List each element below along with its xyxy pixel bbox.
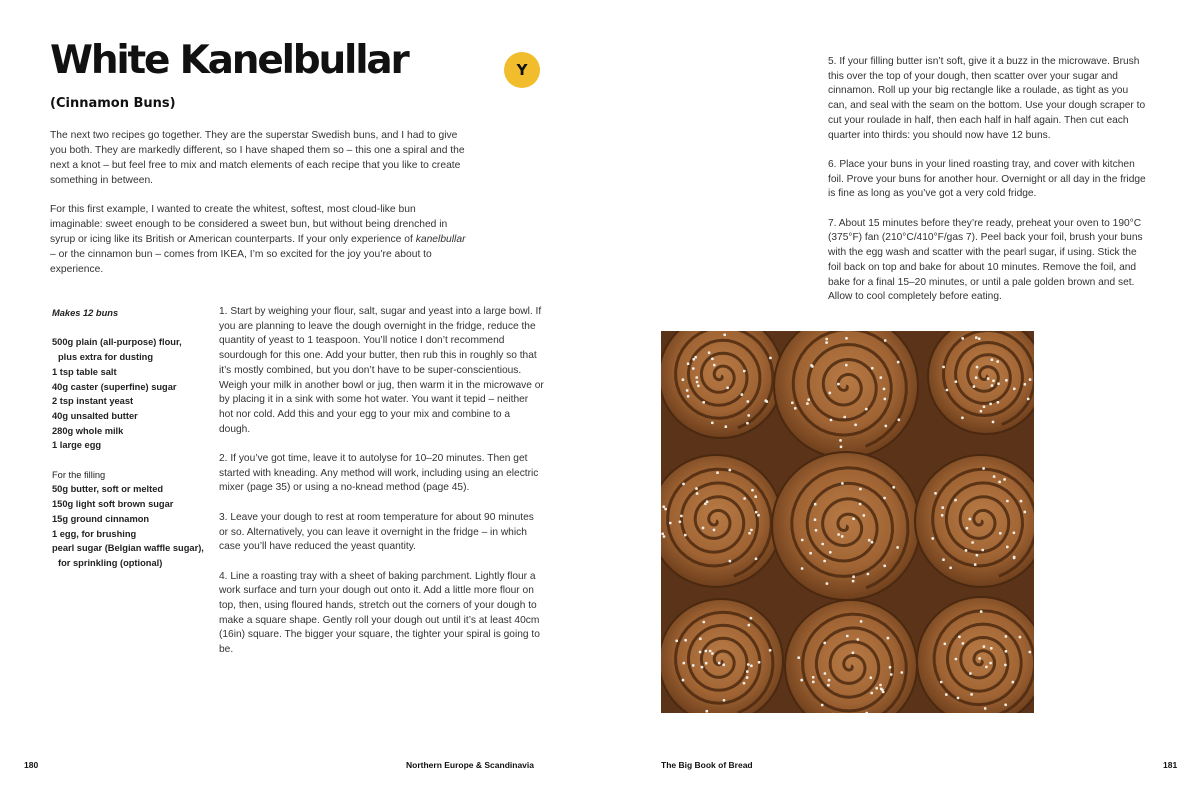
method-steps-right	[828, 55, 1150, 320]
filling-item: 1 egg, for brushing	[52, 528, 137, 539]
page-number-right: 181	[1163, 760, 1178, 770]
method-step: 3. Leave your dough to rest at room temperature for about 90 minutes or so. Alternatively, you can leave it overnight in the fridge – in which case you’ll have reduced the yeast quantity.	[219, 511, 534, 553]
ingredient-item: plus extra for dusting	[58, 352, 154, 363]
ingredient-item: 500g plain (all-purpose) flour,	[52, 337, 182, 348]
ingredient-item: 1 large egg	[52, 440, 102, 451]
ingredient-item: 40g unsalted butter	[52, 410, 138, 421]
filling-item: 150g light soft brown sugar	[52, 499, 174, 510]
recipe-subtitle: (Cinnamon Buns)	[50, 96, 176, 111]
intro-paragraph-2	[50, 202, 470, 277]
recipe-title: White Kanelbullar	[50, 38, 408, 83]
intro-text-before: For this first example, I wanted to create the whitest, softest, most cloud-like bun imaginable: sweet enough to be considered a sweet bun, but without being drenched in syrup or icing like its British or American counterparts. If your only experience of	[50, 204, 448, 245]
filling-item: for sprinkling (optional)	[58, 557, 163, 568]
filling-item: pearl sugar (Belgian waffle sugar),	[52, 543, 204, 554]
method-step: 2. If you’ve got time, leave it to autolyse for 10–20 minutes. Then get started with kneading. Any method will work, including using an electric mixer (page 35) or using a no-knead method (page 45).	[219, 453, 539, 494]
cinnamon-buns-illustration	[661, 331, 1034, 713]
book-title: The Big Book of Bread	[661, 760, 753, 770]
intro-text-after: – or the cinnamon bun – comes from IKEA, I’m so excited for the joy you’re about to experience.	[50, 249, 432, 275]
method-step: 7. About 15 minutes before they’re ready, preheat your oven to 190°C (375°F) fan (210°C/410°F/gas 7). Peel back your foil, brush your buns with the egg wash and scatter with the pearl sugar, if using. Stick the foil back on top and bake for about 10 minutes. Remove the foil, and bake for a final 15–20 minutes, or until a pale golden brown and set. Allow to cool completely before eating.	[828, 217, 1143, 303]
method-steps-left	[219, 305, 544, 673]
method-step: 1. Start by weighing your flour, salt, sugar and yeast into a large bowl. If you are planning to leave the dough overnight in the fridge, reduce the quantity of yeast to 1 teaspoon. You’ll notice I don’t recommend sourdough for this one. Add your butter, then rub this in roughly so that it’s mostly combined, but you don’t have to be super-conscientious. Weigh your milk in another bowl or jug, then warm it in the microwave or by placing it in a sink with some hot water. You want it tepid – neither hot nor cold. Add this and your egg to your mix and combine to a dough.	[219, 306, 544, 435]
ingredient-item: 280g whole milk	[52, 425, 124, 436]
category-badge: Y	[504, 52, 540, 88]
filling-item: 50g butter, soft or melted	[52, 484, 164, 495]
intro-italic-term: kanelbullar	[415, 234, 466, 245]
ingredient-item: 40g caster (superfine) sugar	[52, 381, 177, 392]
method-step: 5. If your filling butter isn’t soft, give it a buzz in the microwave. Brush this over the top of your dough, then scatter over your sugar and cinnamon. Roll up your big rectangle like a roulade, as tight as you can, and seal with the seam on the bottom. Use your dough scraper to cut your roulade in half, then each half in half again. Then cut each quarter into thirds: you should now have 12 buns.	[828, 56, 1146, 141]
page-number-left: 180	[24, 760, 39, 770]
filling-item: 15g ground cinnamon	[52, 513, 150, 524]
ingredient-item: 2 tsp instant yeast	[52, 396, 134, 407]
method-step: 6. Place your buns in your lined roasting tray, and cover with kitchen foil. Prove your buns for another hour. Overnight or all day in the fridge is fine as long as you’ve got a very cold fridge.	[828, 158, 1146, 200]
cinnamon-buns-photo	[661, 331, 1034, 713]
filling-heading: For the filling	[52, 469, 106, 480]
intro-paragraph-1: The next two recipes go together. They are the superstar Swedish buns, and I had to give you both. They are markedly different, so I have shaped them so – this one a spiral and the next a knot – but feel free to mix and match elements of each recipe that you like to create something in between.	[50, 130, 465, 186]
yield-label: Makes 12 buns	[52, 308, 119, 318]
section-title: Northern Europe & Scandinavia	[406, 760, 534, 770]
ingredients-list	[52, 306, 212, 571]
method-step: 4. Line a roasting tray with a sheet of baking parchment. Lightly flour a work surface and turn your dough out onto it. Add a little more flour on top, then, using floured hands, stretch out the corners of your dough to make a square shape. Gently roll your dough out until it’s at least 40cm (16in) square. The bigger your square, the tighter your spiral is going to be.	[219, 570, 540, 656]
ingredient-item: 1 tsp table salt	[52, 366, 117, 377]
